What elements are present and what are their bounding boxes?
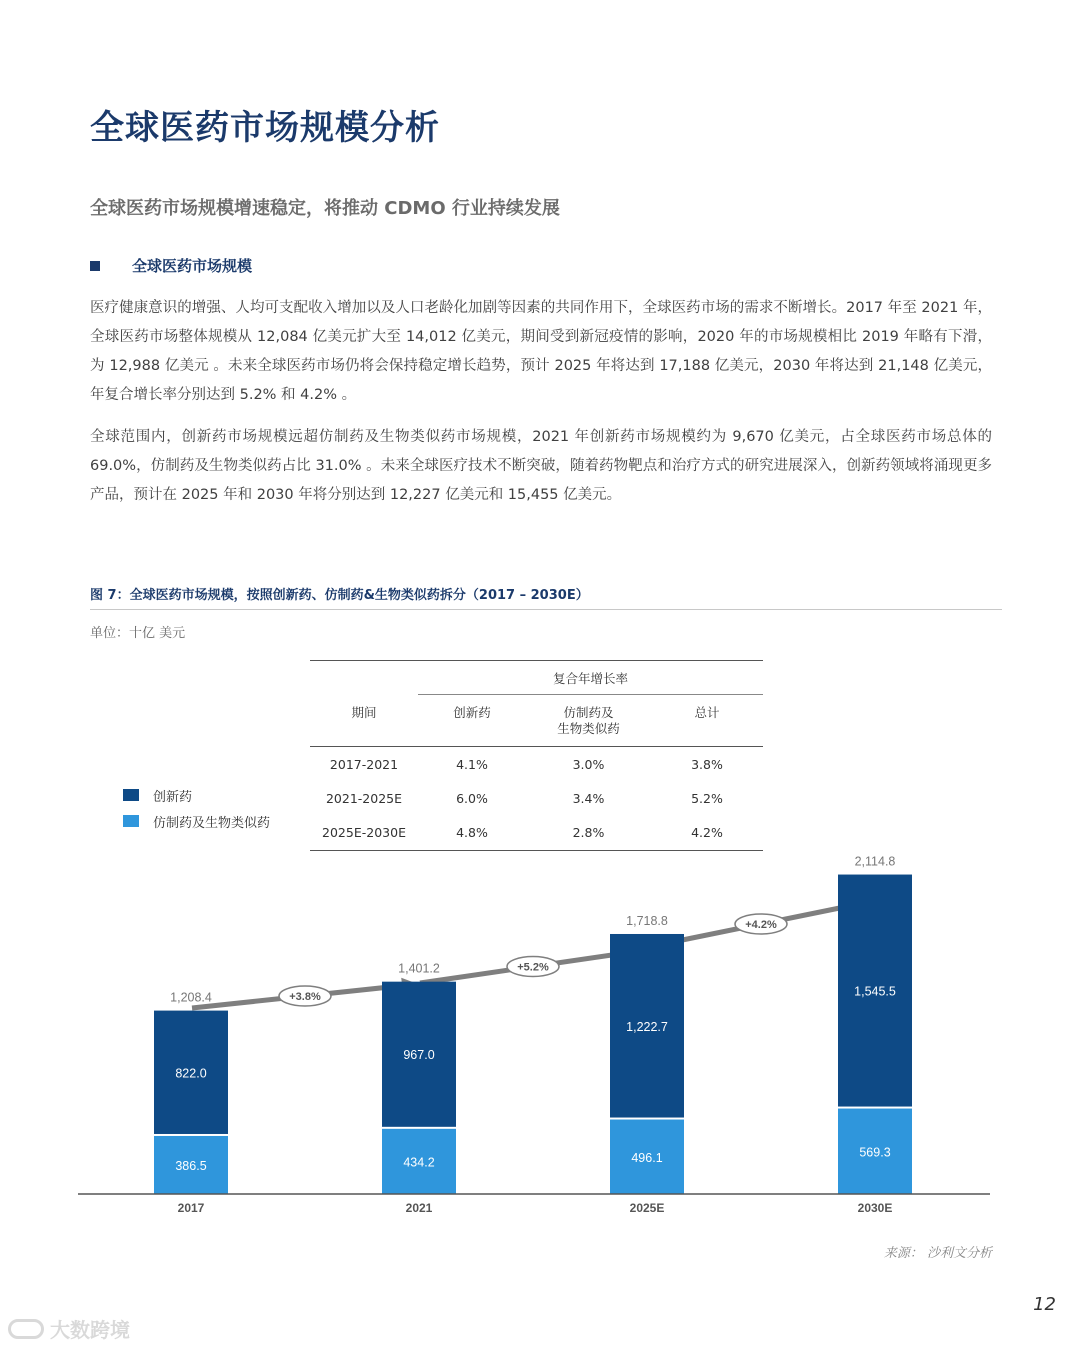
watermark-logo-icon — [8, 1319, 44, 1339]
table-row-generic: 3.0% — [572, 757, 605, 772]
data-label-innovative: 1,545.5 — [854, 984, 896, 999]
table-row-total: 3.8% — [691, 757, 723, 772]
data-label-generic: 386.5 — [175, 1158, 207, 1173]
x-tick-label: 2030E — [857, 1201, 893, 1215]
data-label-total: 1,401.2 — [398, 961, 440, 976]
header-generic-line1: 仿制药及 — [563, 705, 614, 720]
unit-label: 单位：十亿 美元 — [90, 626, 186, 641]
cagr-badge-label: +5.2% — [517, 961, 549, 974]
x-tick-label: 2021 — [405, 1201, 433, 1215]
data-label-innovative: 822.0 — [175, 1066, 207, 1081]
table-row-total: 5.2% — [691, 791, 723, 806]
watermark-text: 大数跨境 — [50, 1318, 130, 1342]
data-label-total: 2,114.8 — [854, 854, 896, 869]
table-row-generic: 3.4% — [572, 791, 605, 806]
square-bullet-icon — [90, 261, 100, 271]
table-rule-group — [418, 694, 763, 695]
legend-swatch-generic — [123, 815, 139, 827]
legend-label-innovative: 创新药 — [153, 789, 193, 805]
cagr-group-header: 复合年增长率 — [552, 671, 628, 686]
table-row-total: 4.2% — [691, 825, 723, 840]
data-label-generic: 434.2 — [403, 1155, 435, 1170]
header-generic — [526, 705, 651, 737]
table-rule-top — [310, 660, 763, 661]
table-row-period: 2021-2025E — [325, 791, 403, 806]
chart-legend — [123, 782, 270, 834]
figure-divider — [90, 609, 1002, 610]
watermark — [8, 1314, 130, 1343]
section-heading-text: 全球医药市场规模 — [132, 257, 253, 275]
cagr-badge-label: +4.2% — [745, 919, 777, 931]
table-row-period: 2017-2021 — [329, 757, 399, 772]
legend-label-generic: 仿制药及生物类似药 — [153, 815, 271, 831]
cagr-badge-label: +3.8% — [289, 991, 321, 1003]
table-row-innovative: 4.1% — [456, 757, 488, 772]
table-row-innovative: 4.8% — [456, 825, 488, 840]
data-label-total: 1,718.8 — [626, 913, 668, 928]
paragraph-2: 全球范围内，创新药市场规模远超仿制药及生物类似药市场规模，2021 年创新药市场规模约为 9,670 亿美元，占全球医药市场总体的 69.0%，仿制药及生物类似药占比 31.0% 。未来全球医疗技术不断突破，随着药物靶点和治疗方式的研究进展深入，创新药领域将涌现更多产品，预计在 2025 年和 2030 年将分别达到 12,227 亿美元和 15,455 亿美元。 — [90, 429, 992, 503]
header-period: 期间 — [351, 705, 377, 720]
figure-caption: 图 7：全球医药市场规模，按照创新药、仿制药&生物类似药拆分（2017 – 2030E） — [90, 588, 589, 603]
section-heading — [90, 255, 252, 276]
data-label-total: 1,208.4 — [170, 990, 212, 1005]
table-row-period: 2025E-2030E — [322, 825, 406, 840]
table-rule-bottom — [310, 850, 763, 851]
page-subtitle: 全球医药市场规模增速稳定，将推动 CDMO 行业持续发展 — [90, 198, 560, 219]
stacked-bar-chart — [0, 854, 1080, 1220]
header-total: 总计 — [694, 705, 720, 720]
table-row-generic: 2.8% — [572, 825, 605, 840]
data-label-generic: 569.3 — [859, 1145, 891, 1160]
data-label-generic: 496.1 — [631, 1150, 663, 1165]
legend-item-generic — [123, 808, 270, 834]
data-label-innovative: 1,222.7 — [626, 1019, 668, 1034]
table-rule-header — [310, 746, 763, 747]
header-innovative: 创新药 — [453, 705, 491, 720]
page-title: 全球医药市场规模分析 — [90, 108, 440, 148]
legend-swatch-innovative — [123, 789, 139, 801]
x-tick-label: 2025E — [629, 1201, 665, 1215]
data-label-innovative: 967.0 — [403, 1048, 435, 1063]
x-tick-label: 2017 — [177, 1201, 205, 1215]
source-note: 来源： 沙利文分析 — [883, 1246, 992, 1261]
paragraph-1: 医疗健康意识的增强、人均可支配收入增加以及人口老龄化加剧等因素的共同作用下，全球医药市场的需求不断增长。2017 年至 2021 年，全球医药市场整体规模从 12,084 亿美元扩大至 14,012 亿美元，期间受到新冠疫情的影响，2020 年的市场规模相比 2019 年略有下滑，为 12,988 亿美元 。未来全球医药市场仍将会保持稳定增长趋势，预计 2025 年将达到 17,188 亿美元，2030 年将达到 21,148 亿美元，年复合增长率分别达到 5.2% 和 4.2% 。 — [90, 300, 992, 403]
legend-item-innovative — [123, 782, 270, 808]
page-number: 12 — [1033, 1294, 1056, 1315]
table-row-innovative: 6.0% — [456, 791, 488, 806]
header-generic-line2: 生物类似药 — [557, 721, 620, 736]
